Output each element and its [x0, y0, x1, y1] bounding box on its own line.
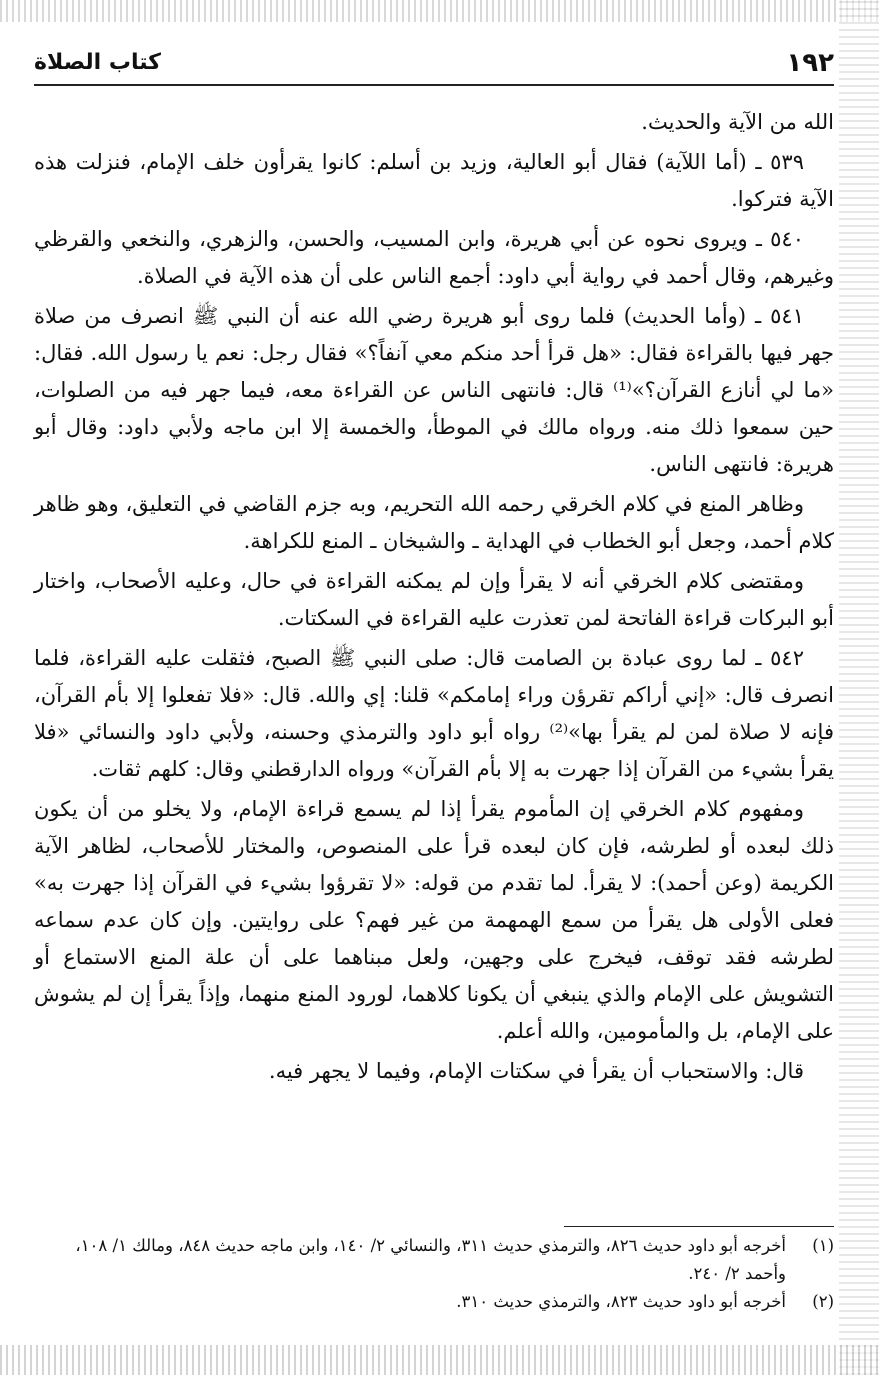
paragraph-prohibition: وظاهر المنع في كلام الخرقي رحمه الله التحريم، وبه جزم القاضي في التعليق، وهو ظاهر كلام أحمد، وجعل أبو الخطاب في الهداية ـ والشيخان ـ المنع للكراهة.: [34, 492, 834, 553]
page-border-bottom: [0, 1345, 879, 1375]
paragraph-follower: ومفهوم كلام الخرقي إن المأموم يقرأ إذا لم يسمع قراءة الإمام، ولا يخلو من أن يكون ذلك لبعده أو لطرشه، فإن كان لبعده قرأ على المنصوص، والمختار للأصحاب، لظاهر الآية الكريمة (وعن أحمد): لا يقرأ. لما تقدم من قوله: «لا تقرؤوا بشيء في القرآن إذا جهرت به» فعلى الأولى هل يقرأ من سمع الهمهمة من غير فهم؟ على روايتين. وإن كان عدم سماعه لطرشه فقد توقف، فيخرج على وجهين، ولعل مبناهما على أن علة المنع الاستماع أو التشويش على الإمام والذي ينبغي أن يكونا كلاهما، لورود المنع منهما، وإذاً يقرأ إن لم يشوش على الإمام، بل والمأمومين، والله أعلم.: [34, 797, 834, 1043]
paragraph-recommendation: قال: والاستحباب أن يقرأ في سكتات الإمام، وفيما لا يجهر فيه.: [268, 1059, 804, 1083]
footnote-number: (٢): [812, 1292, 834, 1311]
paragraph-540: ٥٤٠ ـ ويروى نحوه عن أبي هريرة، وابن المسيب، والحسن، والزهري، والنخعي والقرظي وغيرهم، وقال أحمد في رواية أبي داود: أجمع الناس على أن هذه الآية في الصلاة.: [34, 227, 834, 288]
paragraph-539: ٥٣٩ ـ (أما اللآية) فقال أبو العالية، وزيد بن أسلم: كانوا يقرأون خلف الإمام، فنزلت هذه الآية فتركوا.: [34, 150, 834, 211]
paragraph-542: ٥٤٢ ـ لما روى عبادة بن الصامت قال: صلى النبي ﷺ الصبح، فثقلت عليه القراءة، فلما انصرف قال: «إني أراكم تقرؤن وراء إمامكم» قلنا: إي والله. قال: «فلا تفعلوا إلا بأم القرآن، فإنه لا صلاة لمن لم يقرأ بها»⁽²⁾ رواه أبو داود والترمذي وحسنه، ولأبي داود والنسائي «فلا يقرأ بشيء من القرآن إذا جهرت به إلا بأم القرآن» ورواه الدارقطني وقال: كلهم ثقات.: [34, 646, 834, 781]
page-header: [34, 44, 834, 84]
footnotes: [34, 1232, 834, 1316]
footnote: [34, 1288, 834, 1316]
paragraph-541: ٥٤١ ـ (وأما الحديث) فلما روى أبو هريرة رضي الله عنه أن النبي ﷺ انصرف من صلاة جهر فيها بالقراءة فقال: «هل قرأ أحد منكم معي آنفاً؟» فقال رجل: نعم يا رسول الله. فقال: «ما لي أنازع القرآن؟»⁽¹⁾ قال: فانتهى الناس عن القراءة معه، فيما جهر فيه من الصلوات، حين سمعوا ذلك منه. ورواه مالك في الموطأ، والخمسة إلا ابن ماجه ولأبي داود: وقال أبو هريرة: فانتهى الناس.: [34, 304, 834, 476]
footnote-rule: [564, 1226, 834, 1227]
page-border-right: [839, 0, 879, 1375]
header-rule: [34, 84, 834, 86]
footnote-text: أخرجه أبو داود حديث ٨٢٣، والترمذي حديث ٣١٠.: [456, 1292, 786, 1311]
footnote-number: (١): [812, 1236, 834, 1255]
paragraph-continuation: الله من الآية والحديث.: [641, 110, 834, 134]
main-text: [34, 104, 834, 1093]
footnote-text: أخرجه أبو داود حديث ٨٢٦، والترمذي حديث ٣١١، والنسائي ٢/ ١٤٠، وابن ماجه حديث ٨٤٨، ومالك ١/ ١٠٨، وأحمد ٢/ ٢٤٠.: [75, 1236, 786, 1283]
page-border-top: [0, 0, 879, 22]
running-title: كتاب الصلاة: [34, 50, 161, 75]
footnote: [34, 1232, 834, 1288]
page-number: ١٩٢: [786, 48, 834, 78]
paragraph-implication: ومقتضى كلام الخرقي أنه لا يقرأ وإن لم يمكنه القراءة في حال، وعليه الأصحاب، واختار أبو البركات قراءة الفاتحة لمن تعذرت عليه القراءة في السكتات.: [34, 569, 834, 630]
